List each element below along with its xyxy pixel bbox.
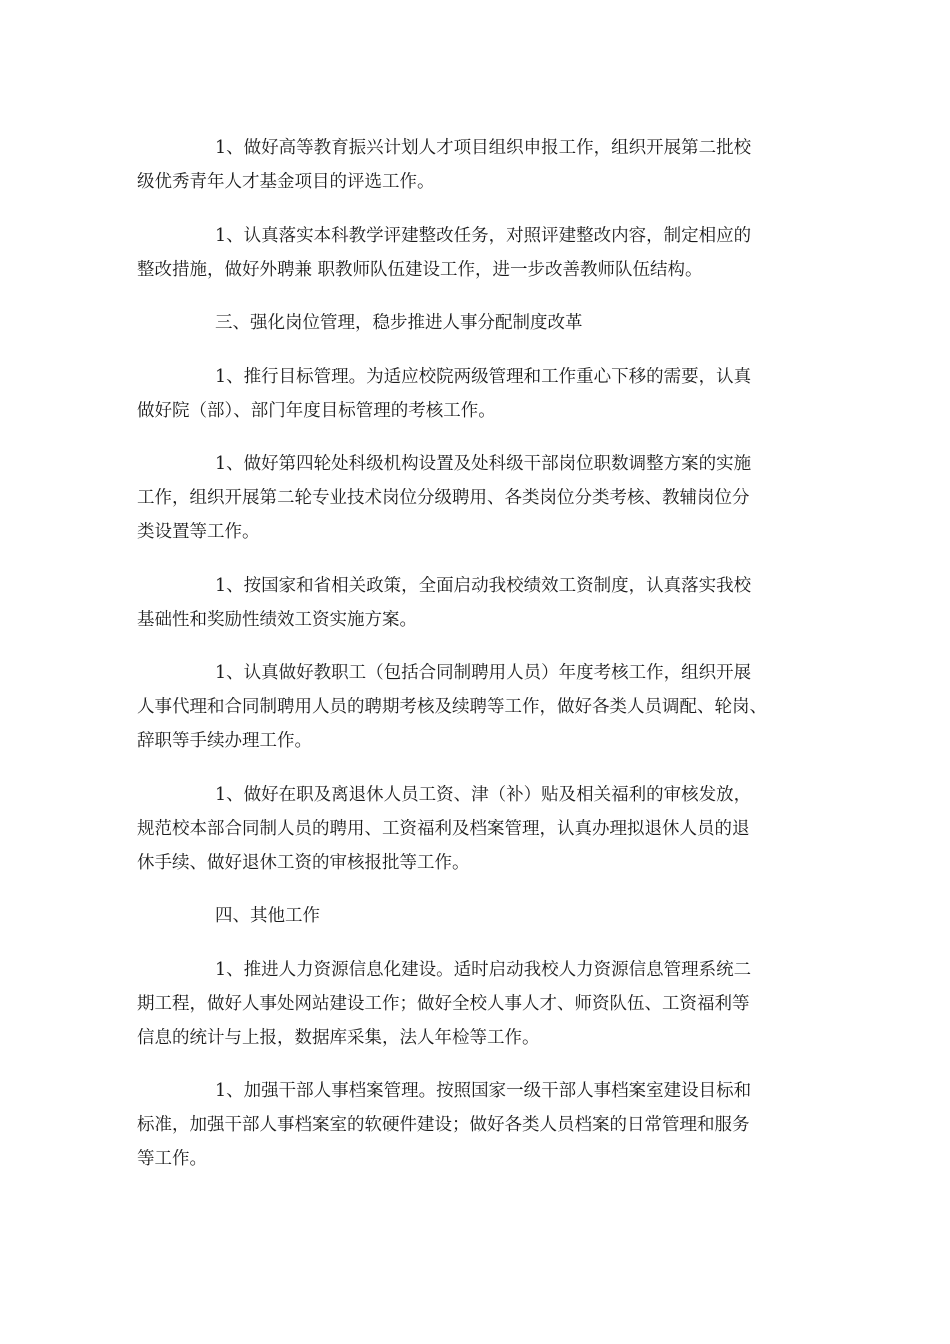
paragraph-line: 1、认真落实本科教学评建整改任务，对照评建整改内容，制定相应的 (215, 225, 752, 246)
paragraph-line: 三、强化岗位管理，稳步推进人事分配制度改革 (215, 313, 583, 333)
paragraph-line: 信息的统计与上报，数据库采集，法人年检等工作。 (137, 1027, 540, 1048)
paragraph (137, 219, 813, 287)
document-body (137, 131, 813, 1196)
paragraph (137, 1074, 813, 1176)
paragraph-line: 1、做好高等教育振兴计划人才项目组织申报工作，组织开展第二批校 (215, 138, 752, 158)
paragraph-line: 1、加强干部人事档案管理。按照国家一级干部人事档案室建设目标和 (215, 1081, 752, 1101)
paragraph (137, 360, 813, 428)
paragraph-line: 1、认真做好教职工（包括合同制聘用人员）年度考核工作，组织开展 (215, 663, 752, 683)
paragraph-line: 等工作。 (137, 1149, 207, 1169)
paragraph (137, 778, 813, 880)
paragraph-line: 四、其他工作 (215, 906, 320, 926)
paragraph (137, 656, 813, 758)
paragraph-line: 1、做好在职及离退休人员工资、津（补）贴及相关福利的审核发放， (215, 784, 752, 805)
paragraph-line: 工作，组织开展第二轮专业技术岗位分级聘用、各类岗位分类考核、教辅岗位分 (137, 488, 750, 508)
paragraph (137, 899, 813, 933)
paragraph-line: 规范校本部合同制人员的聘用、工资福利及档案管理，认真办理拟退休人员的退 (137, 818, 750, 839)
paragraph-line: 类设置等工作。 (137, 522, 260, 542)
paragraph (137, 569, 813, 637)
paragraph-line: 1、按国家和省相关政策，全面启动我校绩效工资制度，认真落实我校 (215, 575, 752, 596)
paragraph-line: 做好院（部）、部门年度目标管理的考核工作。 (137, 400, 496, 421)
paragraph (137, 306, 813, 340)
paragraph-line: 级优秀青年人才基金项目的评选工作。 (137, 172, 435, 192)
paragraph (137, 447, 813, 549)
paragraph-line: 人事代理和合同制聘用人员的聘期考核及续聘等工作，做好各类人员调配、轮岗、 (137, 697, 767, 717)
paragraph-line: 整改措施，做好外聘兼 职教师队伍建设工作，进一步改善教师队伍结构。 (137, 259, 703, 280)
paragraph (137, 953, 813, 1055)
paragraph-line: 期工程，做好人事处网站建设工作；做好全校人事人才、师资队伍、工资福利等 (137, 993, 750, 1014)
paragraph-line: 标准，加强干部人事档案室的软硬件建设；做好各类人员档案的日常管理和服务 (137, 1115, 750, 1135)
paragraph-line: 1、做好第四轮处科级机构设置及处科级干部岗位职数调整方案的实施 (215, 454, 752, 474)
paragraph-line: 1、推进人力资源信息化建设。适时启动我校人力资源信息管理系统二 (215, 959, 752, 980)
paragraph-line: 1、推行目标管理。为适应校院两级管理和工作重心下移的需要，认真 (215, 366, 752, 387)
paragraph (137, 131, 813, 199)
paragraph-line: 基础性和奖励性绩效工资实施方案。 (137, 609, 417, 630)
paragraph-line: 辞职等手续办理工作。 (137, 731, 312, 751)
paragraph-line: 休手续、做好退休工资的审核报批等工作。 (137, 852, 470, 873)
